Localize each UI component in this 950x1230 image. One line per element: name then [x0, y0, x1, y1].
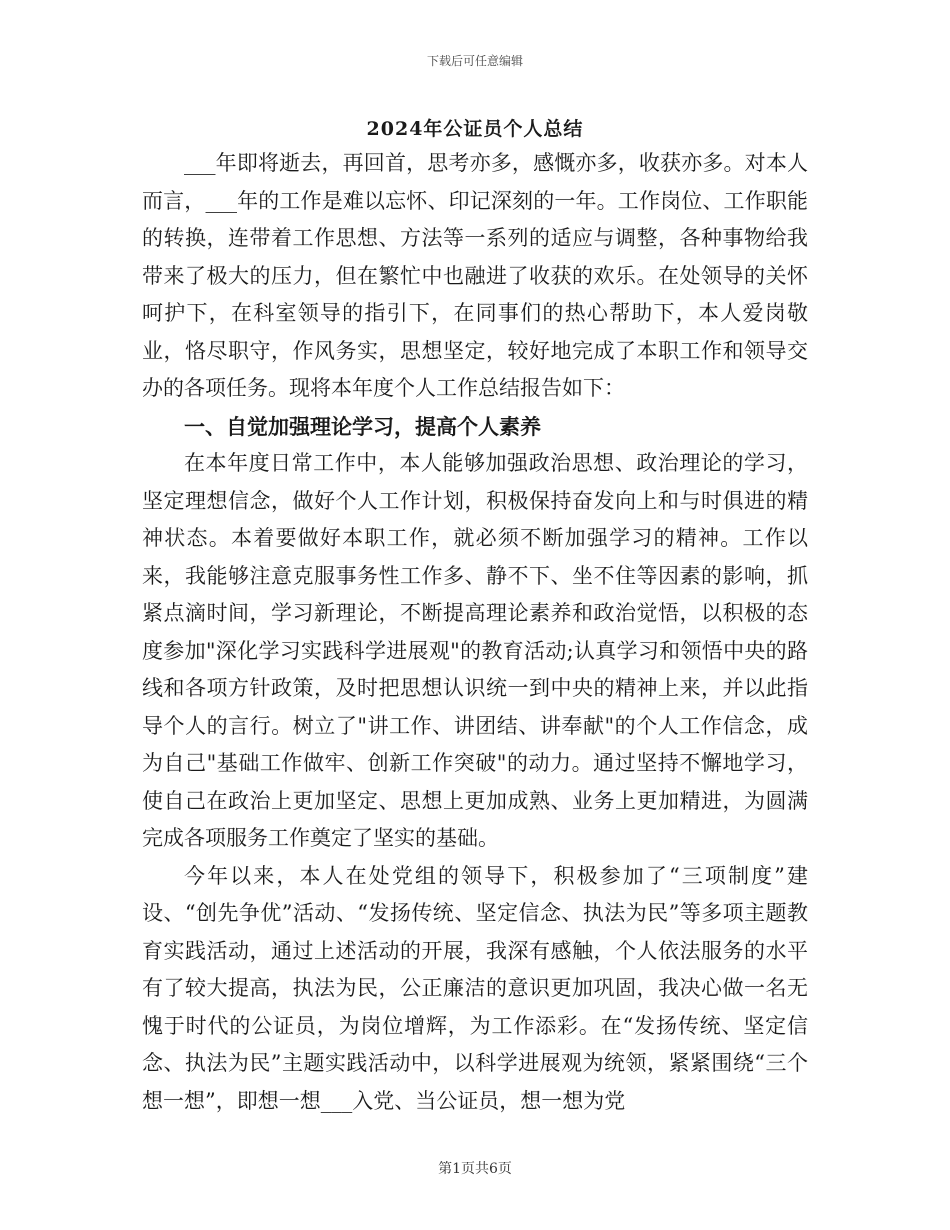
page-footer-number: 第1页共6页 [438, 1161, 512, 1177]
theory-study-paragraph: 在本年度日常工作中，本人能够加强政治思想、政治理论的学习，坚定理想信念，做好个人工作计划，积极保持奋发向上和与时俱进的精神状态。本着要做好本职工作，就必须不断加强学习的精神。工作以来，我能够注意克服事务性工作多、静不下、坐不住等因素的影响，抓紧点滴时间，学习新理论，不断提高理论素养和政治觉悟，以积极的态度参加"深化学习实践科学进展观"的教育活动;认真学习和领悟中央的路线和各项方针政策，及时把思想认识统一到中央的精神上来，并以此指导个人的言行。树立了"讲工作、讲团结、讲奉献"的个人工作信念，成为自己"基础工作做牢、创新工作突破"的动力。通过坚持不懈地学习，使自己在政治上更加坚定、思想上更加成熟、业务上更加精进，为圆满完成各项服务工作奠定了坚实的基础。 [142, 451, 808, 850]
document-body [142, 145, 808, 1120]
section-heading-1: 一、自觉加强理论学习，提高个人素养 [184, 413, 541, 439]
page-header-note: 下载后可任意编辑 [426, 54, 523, 68]
document-title: 2024年公证员个人总结 [366, 118, 584, 140]
activities-paragraph: 今年以来，本人在处党组的领导下，积极参加了“三项制度”建设、“创先争优”活动、“发扬传统、坚定信念、执法为民”等多项主题教育实践活动，通过上述活动的开展，我深有感触，个人依法服务的水平有了较大提高，执法为民，公正廉洁的意识更加巩固，我决心做一名无愧于时代的公证员，为岗位增辉，为工作添彩。在“发扬传统、坚定信念、执法为民”主题实践活动中，以科学进展观为统领，紧紧围绕“三个想一想”，即想一想___入党、当公证员，想一想为党 [142, 863, 808, 1113]
intro-paragraph: ___年即将逝去，再回首，思考亦多，感慨亦多，收获亦多。对本人而言，___年的工作是难以忘怀、印记深刻的一年。工作岗位、工作职能的转换，连带着工作思想、方法等一系列的适应与调整，各种事物给我带来了极大的压力，但在繁忙中也融进了收获的欢乐。在处领导的关怀呵护下，在科室领导的指引下，在同事们的热心帮助下，本人爱岗敬业，恪尽职守，作风务实，思想坚定，较好地完成了本职工作和领导交办的各项任务。现将本年度个人工作总结报告如下： [142, 151, 808, 400]
